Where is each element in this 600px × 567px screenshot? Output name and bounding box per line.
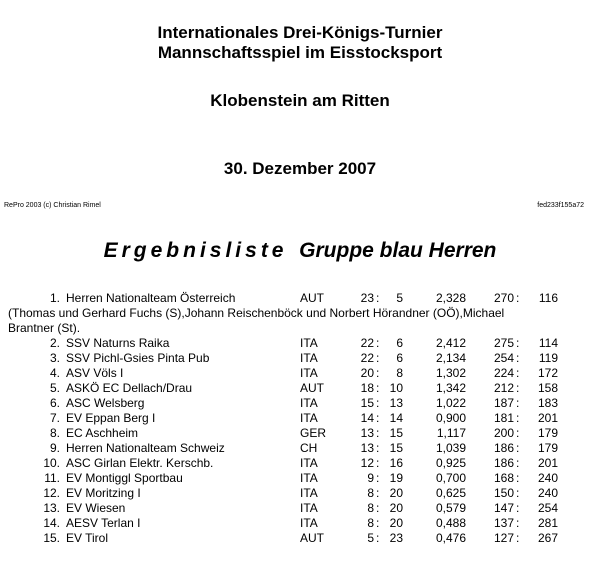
points-against-cell: 201 bbox=[537, 456, 558, 470]
points-for-cell: 127 bbox=[493, 531, 514, 545]
country-cell: AUT bbox=[300, 291, 324, 305]
won-cell: 22 bbox=[360, 351, 374, 365]
winner-players-note-line-1: (Thomas und Gerhard Fuchs (S),Johann Reischenböck und Norbert Hörandner (OÖ),Michael bbox=[8, 306, 505, 320]
team-cell: SSV Pichl-Gsies Pinta Pub bbox=[66, 351, 210, 365]
won-cell: 14 bbox=[360, 411, 374, 425]
quotient-cell: 0,925 bbox=[435, 456, 466, 470]
won-cell: 5 bbox=[367, 531, 374, 545]
points-against-cell: 119 bbox=[538, 351, 558, 365]
points-for-cell: 212 bbox=[493, 381, 514, 395]
quotient-cell: 1,039 bbox=[435, 441, 466, 455]
rank-cell: 8. bbox=[49, 426, 60, 440]
points-for-cell: 187 bbox=[493, 396, 514, 410]
quotient-cell: 2,328 bbox=[435, 291, 466, 305]
lost-cell: 19 bbox=[389, 471, 403, 485]
rank-cell: 9. bbox=[49, 441, 60, 455]
separator: : bbox=[376, 471, 380, 485]
quotient-cell: 2,412 bbox=[435, 336, 466, 350]
table-row bbox=[0, 291, 600, 306]
country-cell: ITA bbox=[300, 336, 318, 350]
lost-cell: 6 bbox=[396, 336, 403, 350]
header-title-line-2: Mannschaftsspiel im Eisstocksport bbox=[157, 43, 443, 62]
country-cell: ITA bbox=[300, 366, 318, 380]
country-cell: ITA bbox=[300, 396, 318, 410]
table-row bbox=[0, 411, 600, 426]
country-cell: ITA bbox=[300, 411, 318, 425]
points-for-cell: 186 bbox=[493, 441, 514, 455]
country-cell: ITA bbox=[300, 471, 318, 485]
country-cell: ITA bbox=[300, 516, 318, 530]
separator: : bbox=[516, 426, 520, 440]
separator: : bbox=[516, 441, 520, 455]
points-for-cell: 137 bbox=[493, 516, 514, 530]
separator: : bbox=[516, 456, 520, 470]
won-cell: 15 bbox=[360, 396, 374, 410]
separator: : bbox=[516, 501, 520, 515]
quotient-cell: 0,579 bbox=[435, 501, 466, 515]
lost-cell: 6 bbox=[396, 351, 403, 365]
points-for-cell: 224 bbox=[493, 366, 514, 380]
rank-cell: 1. bbox=[49, 291, 60, 305]
table-row bbox=[0, 396, 600, 411]
lost-cell: 10 bbox=[389, 381, 403, 395]
lost-cell: 8 bbox=[396, 366, 403, 380]
team-cell: ASKÖ EC Dellach/Drau bbox=[66, 381, 193, 395]
quotient-cell: 0,900 bbox=[435, 411, 466, 425]
won-cell: 20 bbox=[360, 366, 374, 380]
lost-cell: 20 bbox=[389, 486, 403, 500]
quotient-cell: 0,625 bbox=[435, 486, 466, 500]
separator: : bbox=[516, 486, 520, 500]
separator: : bbox=[376, 501, 380, 515]
table-row bbox=[0, 471, 600, 486]
quotient-cell: 0,476 bbox=[435, 531, 466, 545]
separator: : bbox=[516, 411, 520, 425]
country-cell: GER bbox=[300, 426, 327, 440]
points-for-cell: 186 bbox=[493, 456, 514, 470]
separator: : bbox=[376, 531, 380, 545]
points-against-cell: 158 bbox=[537, 381, 558, 395]
rank-cell: 2. bbox=[49, 336, 60, 350]
team-cell: SSV Naturns Raika bbox=[66, 336, 170, 350]
points-against-cell: 179 bbox=[537, 426, 558, 440]
document-code: fed233f155a72 bbox=[537, 202, 584, 209]
points-for-cell: 200 bbox=[493, 426, 514, 440]
separator: : bbox=[516, 516, 520, 530]
separator: : bbox=[376, 411, 380, 425]
separator: : bbox=[516, 381, 520, 395]
table-row bbox=[0, 366, 600, 381]
won-cell: 8 bbox=[367, 516, 374, 530]
rank-cell: 10. bbox=[43, 456, 60, 470]
header-title-line-1: Internationales Drei-Königs-Turnier bbox=[157, 23, 443, 42]
event-date: 30. Dezember 2007 bbox=[223, 159, 377, 178]
quotient-cell: 1,302 bbox=[435, 366, 466, 380]
separator: : bbox=[376, 456, 380, 470]
points-for-cell: 270 bbox=[493, 291, 514, 305]
separator: : bbox=[376, 291, 380, 305]
lost-cell: 13 bbox=[389, 396, 403, 410]
team-cell: EV Montiggl Sportbau bbox=[66, 471, 183, 485]
separator: : bbox=[516, 396, 520, 410]
separator: : bbox=[516, 336, 520, 350]
points-against-cell: 172 bbox=[537, 366, 558, 380]
country-cell: AUT bbox=[300, 381, 324, 395]
rank-cell: 3. bbox=[49, 351, 60, 365]
table-row bbox=[0, 381, 600, 396]
team-cell: ASC Girlan Elektr. Kerschb. bbox=[66, 456, 214, 470]
table-row bbox=[0, 351, 600, 366]
won-cell: 9 bbox=[367, 471, 374, 485]
points-for-cell: 275 bbox=[493, 336, 514, 350]
table-row bbox=[0, 531, 600, 546]
table-row bbox=[0, 441, 600, 456]
team-cell: EC Aschheim bbox=[66, 426, 139, 440]
event-location: Klobenstein am Ritten bbox=[210, 91, 390, 110]
points-against-cell: 183 bbox=[537, 396, 558, 410]
won-cell: 13 bbox=[360, 441, 374, 455]
table-row bbox=[0, 486, 600, 501]
lost-cell: 5 bbox=[396, 291, 403, 305]
table-row bbox=[0, 426, 600, 441]
separator: : bbox=[516, 351, 520, 365]
team-cell: EV Wiesen bbox=[66, 501, 126, 515]
points-for-cell: 150 bbox=[493, 486, 514, 500]
points-against-cell: 254 bbox=[537, 501, 558, 515]
team-cell: EV Moritzing I bbox=[66, 486, 141, 500]
rank-cell: 7. bbox=[49, 411, 60, 425]
rank-cell: 14. bbox=[43, 516, 60, 530]
points-for-cell: 181 bbox=[493, 411, 514, 425]
points-against-cell: 240 bbox=[537, 471, 558, 485]
table-row bbox=[0, 501, 600, 516]
country-cell: ITA bbox=[300, 456, 318, 470]
rank-cell: 15. bbox=[43, 531, 60, 545]
points-for-cell: 147 bbox=[493, 501, 514, 515]
won-cell: 23 bbox=[360, 291, 374, 305]
quotient-cell: 1,022 bbox=[435, 396, 466, 410]
won-cell: 18 bbox=[360, 381, 374, 395]
separator: : bbox=[516, 291, 520, 305]
table-row bbox=[0, 336, 600, 351]
country-cell: ITA bbox=[300, 501, 318, 515]
table-row bbox=[0, 516, 600, 531]
country-cell: AUT bbox=[300, 531, 324, 545]
points-against-cell: 201 bbox=[537, 411, 558, 425]
quotient-cell: 2,134 bbox=[435, 351, 466, 365]
results-list-title-spaced: Ergebnisliste bbox=[103, 239, 288, 262]
team-cell: EV Eppan Berg I bbox=[66, 411, 156, 425]
points-against-cell: 281 bbox=[537, 516, 558, 530]
points-for-cell: 254 bbox=[493, 351, 514, 365]
won-cell: 8 bbox=[367, 486, 374, 500]
team-cell: ASC Welsberg bbox=[66, 396, 145, 410]
won-cell: 8 bbox=[367, 501, 374, 515]
lost-cell: 16 bbox=[389, 456, 403, 470]
separator: : bbox=[376, 351, 380, 365]
rank-cell: 12. bbox=[43, 486, 60, 500]
points-against-cell: 267 bbox=[537, 531, 558, 545]
points-for-cell: 168 bbox=[493, 471, 514, 485]
lost-cell: 23 bbox=[389, 531, 403, 545]
quotient-cell: 0,488 bbox=[435, 516, 466, 530]
team-cell: AESV Terlan I bbox=[66, 516, 141, 530]
lost-cell: 20 bbox=[389, 501, 403, 515]
separator: : bbox=[376, 441, 380, 455]
team-cell: ASV Völs I bbox=[66, 366, 124, 380]
rank-cell: 5. bbox=[49, 381, 60, 395]
country-cell: ITA bbox=[300, 486, 318, 500]
separator: : bbox=[376, 516, 380, 530]
table-row bbox=[0, 456, 600, 471]
team-cell: EV Tirol bbox=[66, 531, 109, 545]
lost-cell: 15 bbox=[389, 441, 403, 455]
rank-cell: 6. bbox=[49, 396, 60, 410]
separator: : bbox=[516, 366, 520, 380]
team-cell: Herren Nationalteam Österreich bbox=[66, 291, 236, 305]
rank-cell: 4. bbox=[49, 366, 60, 380]
country-cell: ITA bbox=[300, 351, 318, 365]
separator: : bbox=[376, 396, 380, 410]
won-cell: 12 bbox=[360, 456, 374, 470]
separator: : bbox=[516, 471, 520, 485]
points-against-cell: 116 bbox=[538, 291, 558, 305]
quotient-cell: 1,342 bbox=[435, 381, 466, 395]
points-against-cell: 114 bbox=[538, 336, 558, 350]
team-cell: Herren Nationalteam Schweiz bbox=[66, 441, 225, 455]
points-against-cell: 240 bbox=[537, 486, 558, 500]
quotient-cell: 1,117 bbox=[436, 426, 466, 440]
won-cell: 13 bbox=[360, 426, 374, 440]
lost-cell: 15 bbox=[389, 426, 403, 440]
rank-cell: 13. bbox=[43, 501, 60, 515]
quotient-cell: 0,700 bbox=[435, 471, 466, 485]
winner-players-note-line-2: Brantner (St). bbox=[8, 321, 81, 335]
lost-cell: 20 bbox=[389, 516, 403, 530]
separator: : bbox=[376, 486, 380, 500]
separator: : bbox=[376, 366, 380, 380]
separator: : bbox=[516, 531, 520, 545]
lost-cell: 14 bbox=[389, 411, 403, 425]
software-credit: RePro 2003 (c) Christian Rimel bbox=[4, 202, 101, 209]
country-cell: CH bbox=[300, 441, 318, 455]
separator: : bbox=[376, 336, 380, 350]
results-list-title bbox=[0, 238, 600, 264]
won-cell: 22 bbox=[360, 336, 374, 350]
separator: : bbox=[376, 426, 380, 440]
rank-cell: 11. bbox=[44, 471, 60, 485]
points-against-cell: 179 bbox=[537, 441, 558, 455]
separator: : bbox=[376, 381, 380, 395]
results-list-title-group: Gruppe blau Herren bbox=[299, 239, 497, 262]
